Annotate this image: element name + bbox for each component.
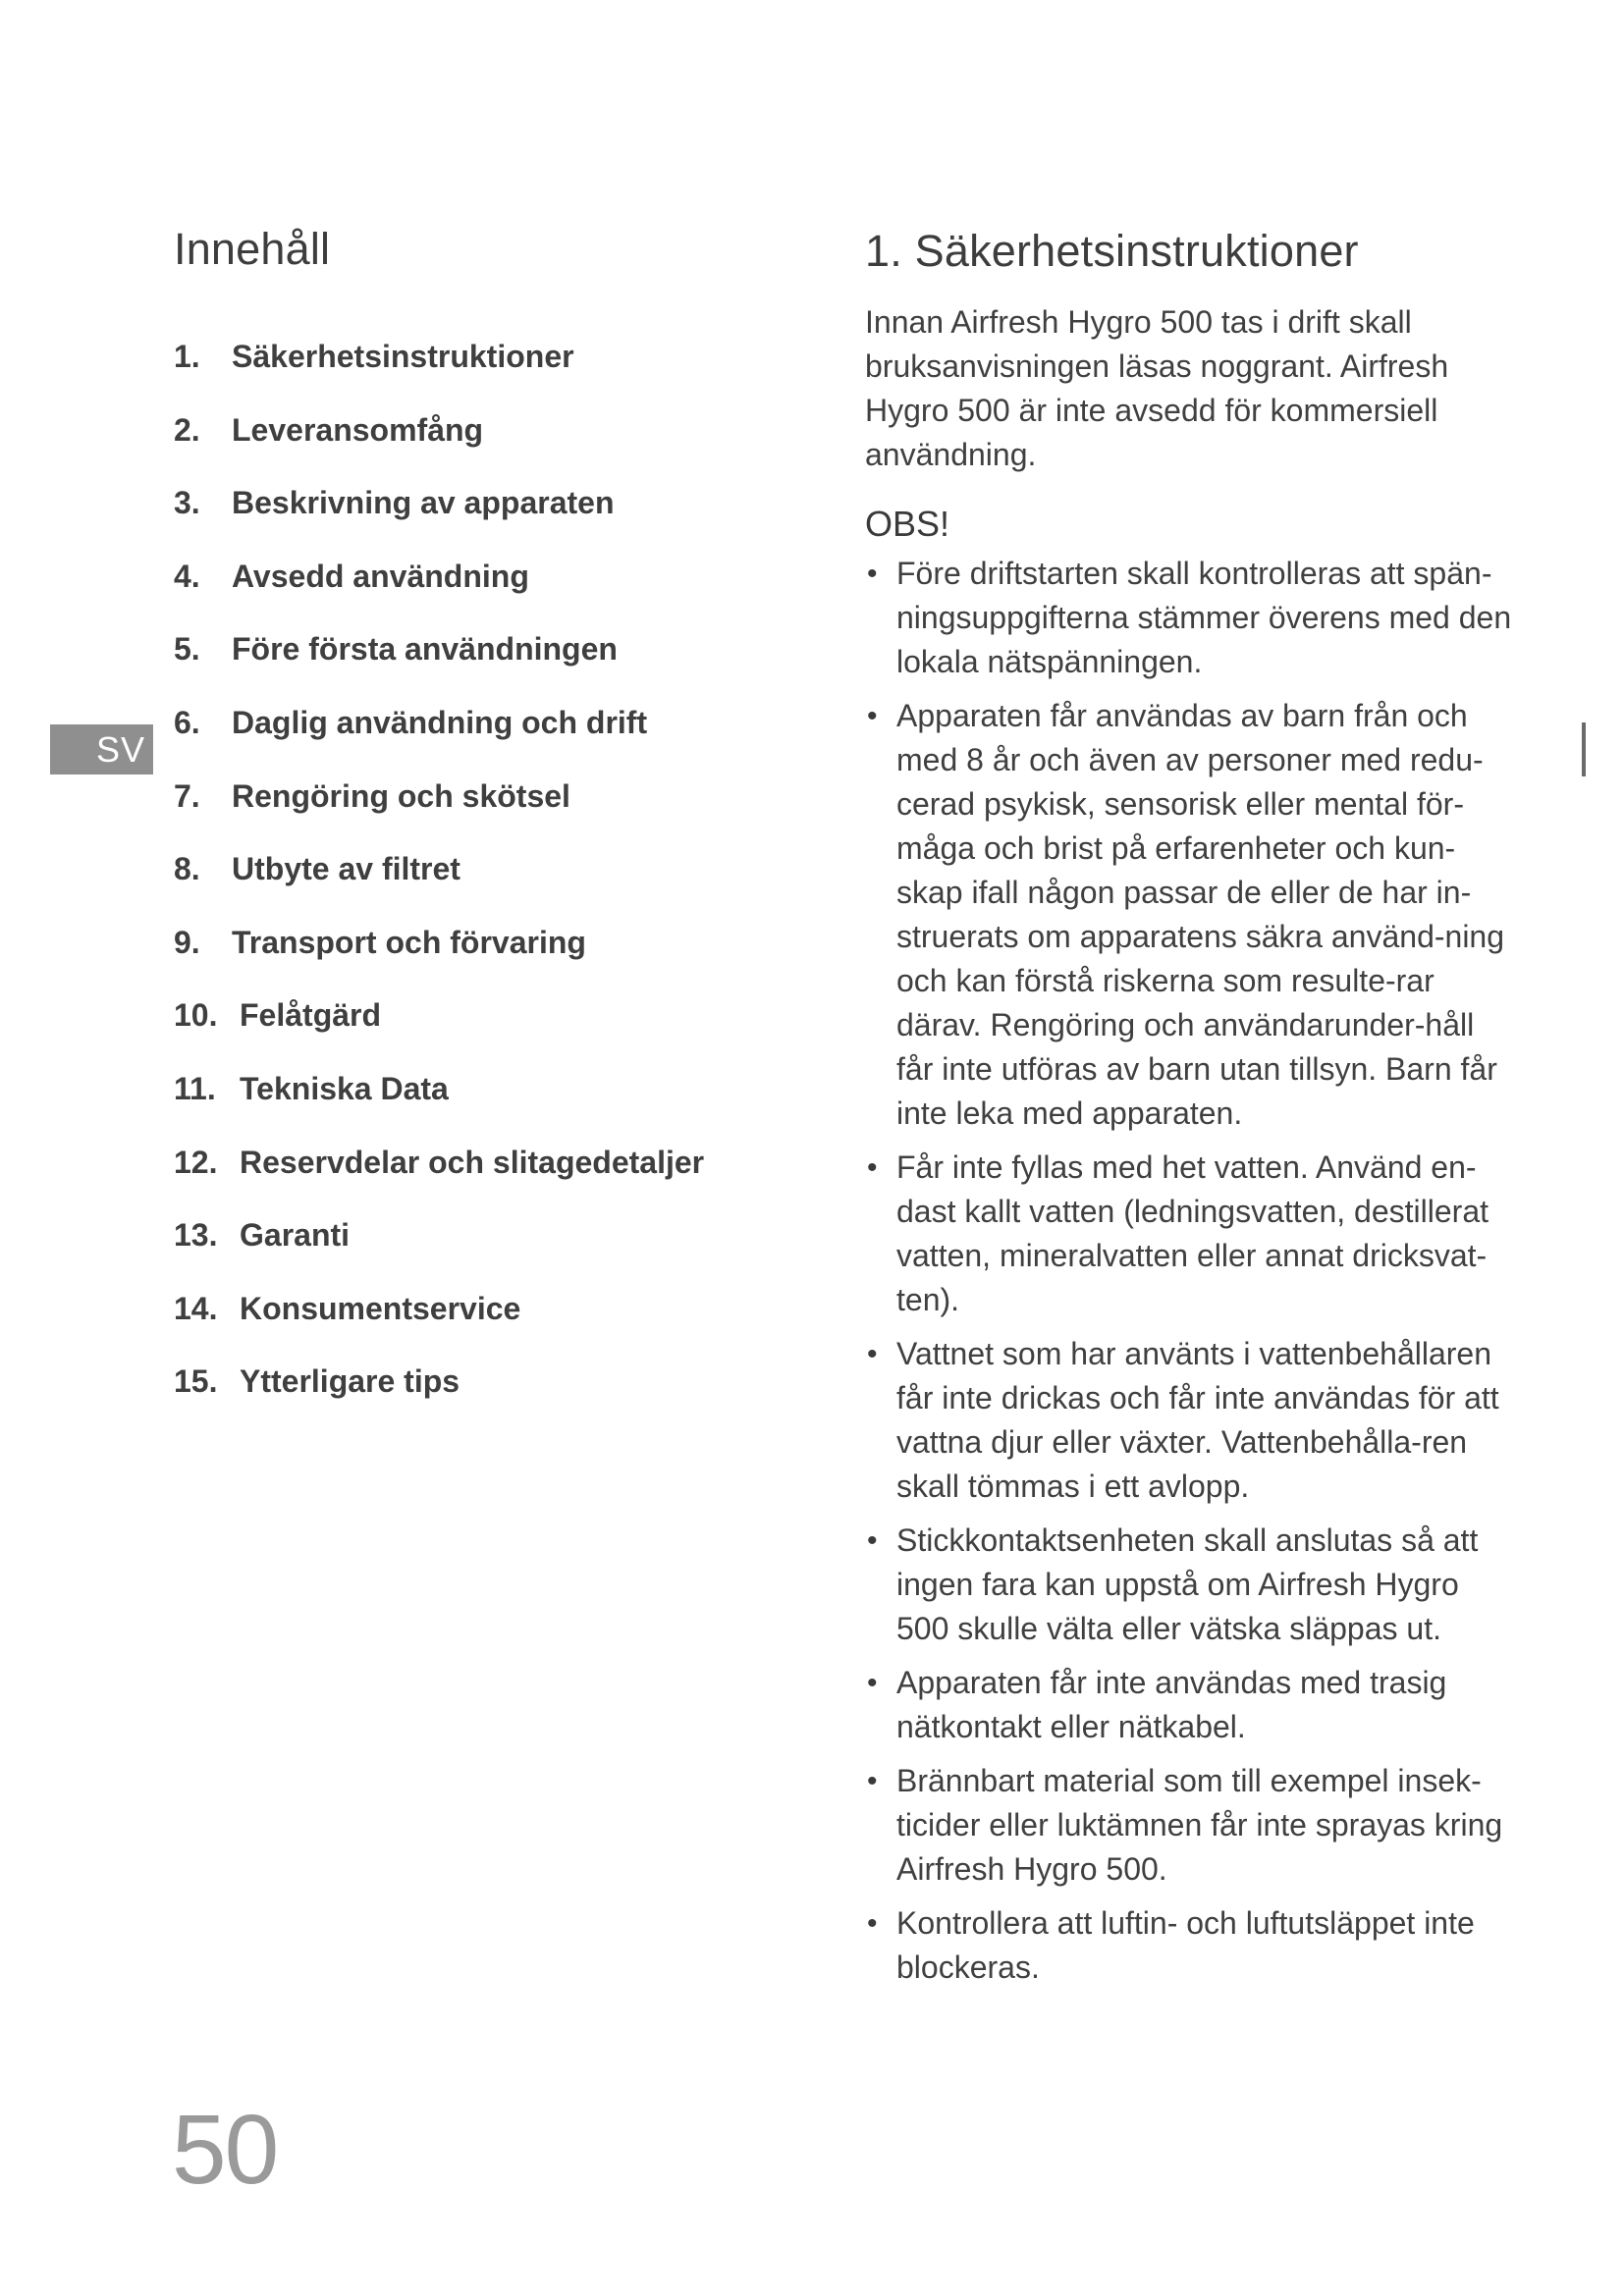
- toc-item-label: Utbyte av filtret: [232, 851, 460, 887]
- toc-item-label: Tekniska Data: [240, 1070, 449, 1106]
- toc-title: Innehåll: [174, 224, 331, 274]
- intro-paragraph: Innan Airfresh Hygro 500 tas i drift skall bruksanvisningen läsas noggrant. Airfresh Hygro 500 är inte avsedd för kommersiell användning.: [865, 304, 1449, 472]
- toc-list: [174, 336, 783, 1434]
- toc-item-14[interactable]: [174, 1288, 783, 1362]
- toc-item-label: Daglig användning och drift: [232, 704, 648, 740]
- toc-item-11[interactable]: [174, 1068, 783, 1142]
- toc-item-label: Garanti: [240, 1217, 351, 1254]
- toc-item-number: 6.: [174, 704, 200, 740]
- toc-item-number: 15.: [174, 1363, 218, 1400]
- toc-item-number: 3.: [174, 485, 200, 521]
- toc-item-number: 2.: [174, 411, 200, 448]
- toc-item-label: Transport och förvaring: [232, 924, 586, 960]
- warning-item: • Apparaten får inte användas med trasig nätkontakt eller nätkabel.: [865, 1661, 1513, 1749]
- toc-item-label: Före första användningen: [232, 631, 618, 667]
- toc-item-6[interactable]: [174, 702, 783, 775]
- toc-item-label: Felåtgärd: [240, 997, 382, 1034]
- toc-item-label: Leveransomfång: [232, 411, 484, 448]
- toc-item-label: Avsedd användning: [232, 558, 529, 594]
- toc-item-number: 8.: [174, 851, 200, 887]
- toc-item-7[interactable]: [174, 775, 783, 849]
- toc-item-number: 12.: [174, 1144, 218, 1180]
- toc-item-9[interactable]: [174, 922, 783, 995]
- toc-item-8[interactable]: [174, 848, 783, 922]
- toc-item-label: Reservdelar och slitagedetaljer: [240, 1144, 705, 1180]
- warning-item: • Apparaten får användas av barn från och med 8 år och även av personer med redu-cerad psykisk, sensorisk eller mental för-måga och brist på erfarenheter och kun-skap ifall någon passar de eller de har in-struerats om apparatens säkra använd-ning och kan förstå riskerna som resulte-rar därav. Rengöring och användarunder-håll får inte utföras av barn utan tillsyn. Barn får inte leka med apparaten.: [865, 694, 1513, 1136]
- warning-item: • Stickkontaktsenheten skall anslutas så att ingen fara kan uppstå om Airfresh Hygro 500 skulle välta eller vätska släppas ut.: [865, 1519, 1513, 1651]
- toc-item-number: 1.: [174, 339, 200, 374]
- warning-item: • Får inte fyllas med het vatten. Använd en-dast kallt vatten (ledningsvatten, destillerat vatten, mineralvatten eller annat dricksvat-ten).: [865, 1146, 1513, 1322]
- toc-item-label: Beskrivning av apparaten: [232, 485, 615, 521]
- page-number: 50: [172, 2095, 278, 2205]
- toc-item-13[interactable]: [174, 1214, 783, 1288]
- toc-item-number: 14.: [174, 1290, 218, 1326]
- warning-item: • Före driftstarten skall kontrolleras att spän-ningsuppgifterna stämmer överens med den lokala nätspänningen.: [865, 552, 1513, 684]
- warning-item: • Kontrollera att luftin- och luftutsläppet inte blockeras.: [865, 1901, 1513, 1990]
- toc-item-label: Ytterligare tips: [240, 1363, 460, 1400]
- warning-item: • Vattnet som har använts i vattenbehållaren får inte drickas och får inte användas för att vattna djur eller växter. Vattenbehålla-ren skall tömmas i ett avlopp.: [865, 1332, 1513, 1509]
- margin-marker: [1582, 722, 1586, 776]
- toc-item-number: 11.: [174, 1070, 216, 1106]
- toc-item-number: 7.: [174, 777, 200, 814]
- toc-item-label: Säkerhetsinstruktioner: [232, 339, 574, 374]
- toc-item-number: 5.: [174, 631, 200, 667]
- toc-item-12[interactable]: [174, 1142, 783, 1215]
- safety-section: [865, 224, 1513, 2000]
- toc-item-2[interactable]: [174, 409, 783, 483]
- toc-item-number: 10.: [174, 997, 218, 1034]
- toc-item-label: Rengöring och skötsel: [232, 777, 570, 814]
- toc-item-5[interactable]: [174, 628, 783, 702]
- toc-item-10[interactable]: [174, 994, 783, 1068]
- toc-item-number: 9.: [174, 924, 200, 960]
- toc-item-label: Konsumentservice: [240, 1290, 521, 1326]
- obs-heading: OBS!: [865, 504, 950, 544]
- section-title: 1. Säkerhetsinstruktioner: [865, 226, 1359, 276]
- toc-item-3[interactable]: [174, 482, 783, 556]
- toc-item-15[interactable]: [174, 1361, 783, 1434]
- warning-item: • Brännbart material som till exempel insek-ticider eller luktämnen får inte sprayas kring Airfresh Hygro 500.: [865, 1759, 1513, 1892]
- toc-item-number: 4.: [174, 558, 200, 594]
- toc-item-1[interactable]: [174, 336, 783, 409]
- language-tab: SV: [50, 724, 153, 774]
- toc-item-number: 13.: [174, 1217, 218, 1254]
- warning-list: [865, 552, 1513, 1990]
- toc-item-4[interactable]: [174, 556, 783, 629]
